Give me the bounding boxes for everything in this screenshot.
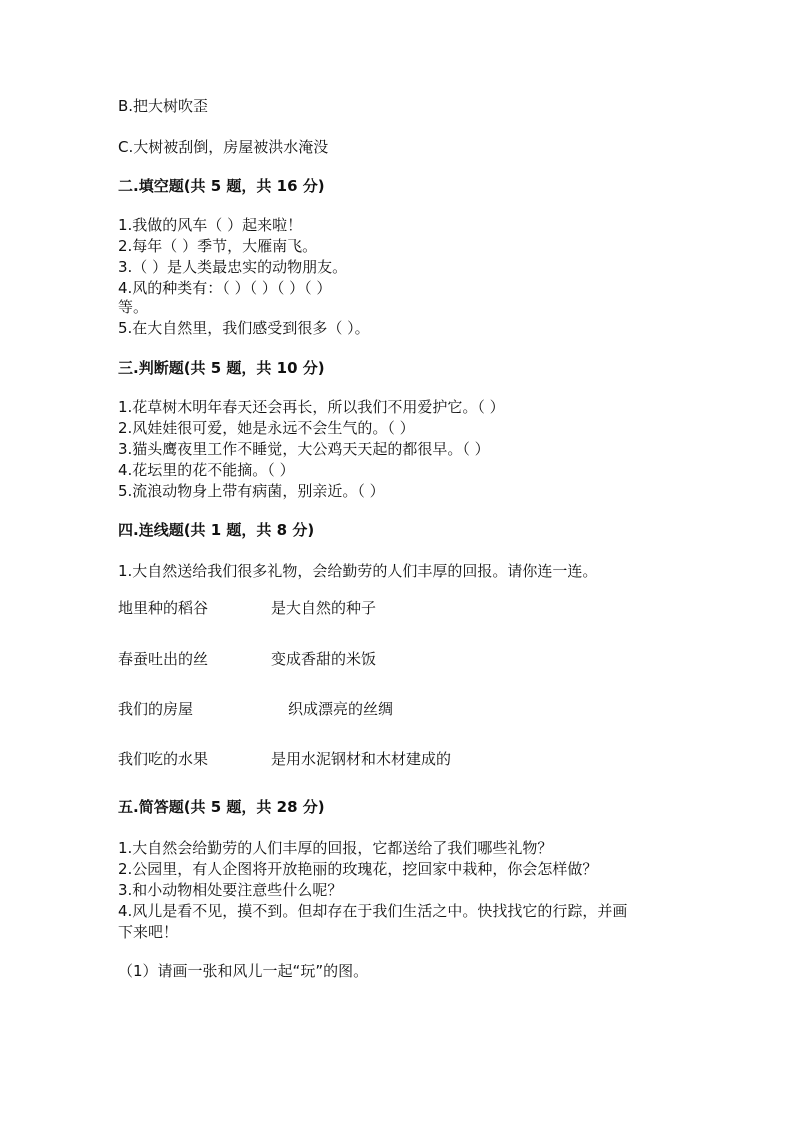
short-answer-item: 3.和小动物相处要注意些什么呢？ [118, 881, 343, 899]
judge-item: 5.流浪动物身上带有病菌，别亲近。（ ） [118, 482, 385, 500]
fill-blank-item: 4.风的种类有：（ ）（ ）（ ）（ ） [118, 279, 332, 297]
short-answer-item: 4.风儿是看不见，摸不到。但却存在于我们生活之中。快找找它的行踪，并画 [118, 902, 628, 920]
section-heading-short-answer: 五.简答题(共 5 题，共 28 分) [118, 798, 325, 816]
judge-item: 1.花草树木明年春天还会再长，所以我们不用爱护它。（ ） [118, 398, 505, 416]
matching-left-item: 我们吃的水果 [118, 750, 209, 768]
section-heading-judge: 三.判断题(共 5 题，共 10 分) [118, 359, 325, 377]
matching-right-item: 是大自然的种子 [271, 599, 377, 617]
matching-left-item: 春蚕吐出的丝 [118, 650, 209, 668]
matching-right-item: 变成香甜的米饭 [271, 650, 377, 668]
matching-right-item: 是用水泥钢材和木材建成的 [271, 750, 452, 768]
fill-blank-item: 2.每年（ ）季节，大雁南飞。 [118, 237, 318, 255]
short-answer-item: 2.公园里，有人企图将开放艳丽的玫瑰花，挖回家中栽种，你会怎样做？ [118, 860, 598, 878]
fill-blank-item: 3.（ ）是人类最忠实的动物朋友。 [118, 258, 348, 276]
judge-item: 4.花坛里的花不能摘。（ ） [118, 461, 295, 479]
fill-blank-item: 1.我做的风车（ ）起来啦！ [118, 216, 303, 234]
matching-left-item: 地里种的稻谷 [118, 599, 209, 617]
judge-item: 2.风娃娃很可爱，她是永远不会生气的。（ ） [118, 419, 415, 437]
matching-question: 1.大自然送给我们很多礼物，会给勤劳的人们丰厚的回报。请你连一连。 [118, 562, 598, 580]
matching-right-item: 织成漂亮的丝绸 [288, 700, 394, 718]
short-answer-item: 1.大自然会给勤劳的人们丰厚的回报，它都送给了我们哪些礼物？ [118, 839, 553, 857]
option-c: C.大树被刮倒，房屋被洪水淹没 [118, 138, 329, 156]
judge-item: 3.猫头鹰夜里工作不睡觉，大公鸡天天起的都很早。（ ） [118, 440, 490, 458]
option-b: B.把大树吹歪 [118, 97, 209, 115]
section-heading-fill-blank: 二.填空题(共 5 题，共 16 分) [118, 177, 325, 195]
fill-blank-item-continued: 等。 [118, 298, 149, 316]
matching-left-item: 我们的房屋 [118, 700, 194, 718]
section-heading-matching: 四.连线题(共 1 题，共 8 分) [118, 521, 315, 539]
short-answer-item-continued: 下来吧！ [118, 923, 179, 941]
fill-blank-item: 5.在大自然里，我们感受到很多（ ）。 [118, 319, 370, 337]
short-answer-subitem: （1）请画一张和风儿一起“玩”的图。 [118, 962, 369, 980]
